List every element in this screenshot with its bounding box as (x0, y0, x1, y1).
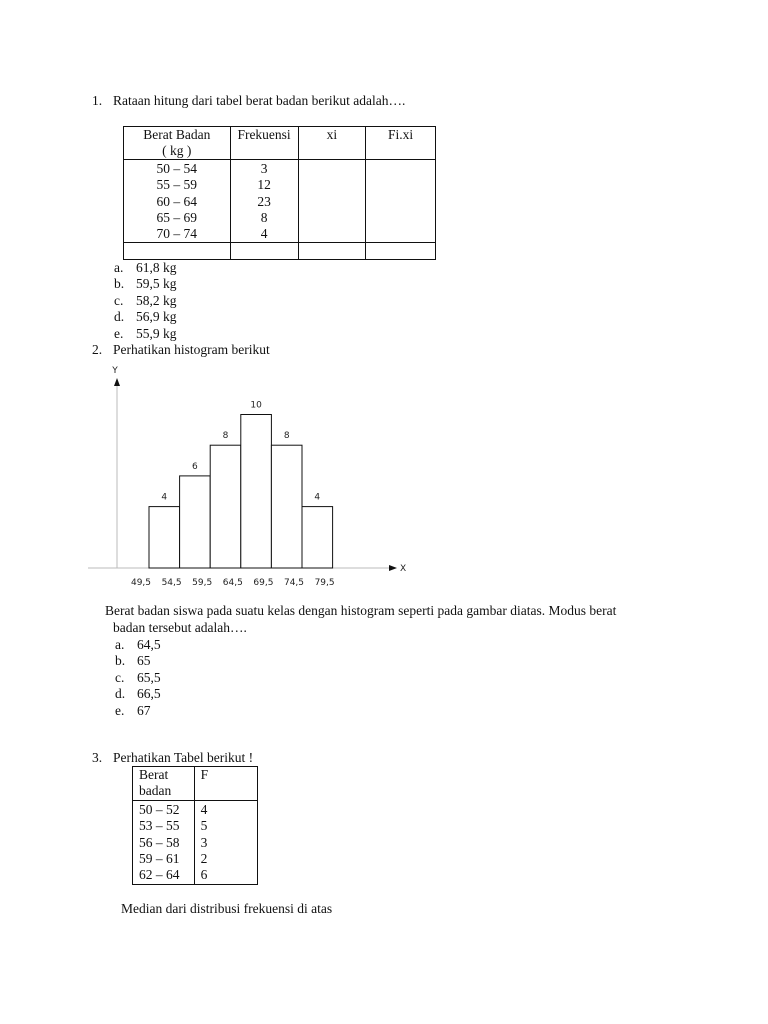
x-axis-label: X (400, 564, 407, 574)
header-weight-line2: badan (139, 783, 172, 799)
header-xi: xi (298, 127, 366, 160)
range-cell: 50 – 54 (156, 161, 198, 176)
option-c[interactable]: c. 65,5 (115, 669, 161, 685)
range-cell: 59 – 61 (139, 851, 180, 867)
header-frequency: Frekuensi (230, 127, 298, 160)
bar-value-label: 4 (161, 492, 168, 503)
bar-value-label: 10 (250, 400, 262, 411)
question-2-text: Perhatikan histogram berikut (113, 342, 270, 357)
question-3-number: 3. (92, 750, 103, 765)
bar-value-label: 8 (283, 431, 290, 442)
histogram-x-ticks (131, 578, 335, 588)
header-weight-line1: Berat Badan (143, 127, 211, 142)
question-2-number: 2. (92, 342, 103, 357)
y-axis-label: Y (112, 366, 118, 376)
option-b[interactable]: b. 65 (115, 653, 151, 669)
question-3-text: Perhatikan Tabel berikut ! (113, 750, 254, 765)
x-tick-label: 49,5 (130, 578, 152, 588)
histogram-bar (180, 476, 211, 568)
question-1-number: 1. (92, 93, 103, 108)
frequency-cell: 2 (200, 851, 208, 867)
option-c[interactable]: c. 58,2 kg (114, 292, 177, 308)
frequency-cell: 3 (260, 161, 268, 176)
y-axis-arrow-icon (114, 378, 120, 386)
histogram-bars (149, 415, 333, 569)
header-weight-line1: Berat (139, 767, 169, 782)
option-d[interactable]: d. 56,9 kg (114, 309, 177, 325)
frequency-cell: 3 (200, 834, 208, 850)
range-column (133, 800, 195, 884)
histogram-bar (149, 507, 180, 568)
header-f: F (194, 767, 257, 801)
frequency-cell: 8 (260, 209, 268, 225)
frequency-cell: 5 (200, 818, 208, 834)
frequency-cell: 4 (200, 801, 208, 817)
header-weight-line2: ( kg ) (162, 143, 192, 158)
histogram-bar (210, 445, 241, 568)
x-tick-label: 79,5 (314, 578, 335, 588)
x-tick-label: 74,5 (283, 578, 305, 588)
range-cell: 56 – 58 (139, 834, 180, 850)
bar-value-label: 6 (192, 461, 198, 472)
question-2-body-line1: Berat badan siswa pada suatu kelas dengan histogram seperti pada gambar diatas. Modus berat (105, 603, 617, 618)
range-cell: 60 – 64 (156, 193, 198, 209)
frequency-cell: 12 (257, 177, 271, 193)
bar-value-label: 8 (222, 431, 229, 442)
histogram-bar (241, 415, 272, 569)
range-cell: 70 – 74 (156, 226, 198, 242)
x-tick-label: 69,5 (253, 578, 274, 588)
range-cell: 50 – 52 (139, 801, 180, 817)
x-tick-label: 54,5 (161, 578, 182, 588)
x-tick-label: 64,5 (222, 578, 243, 588)
histogram-bar (271, 445, 302, 568)
question-3-footer: Median dari distribusi frekuensi di atas (121, 901, 333, 916)
option-d[interactable]: d. 66,5 (115, 686, 161, 702)
option-b[interactable]: b. 59,5 kg (114, 276, 177, 292)
histogram-bar (302, 507, 333, 568)
range-cell: 55 – 59 (156, 177, 198, 193)
header-weight (133, 767, 195, 801)
question-1-text: Rataan hitung dari tabel berat badan berikut adalah…. (113, 93, 406, 108)
frequency-cell: 6 (200, 867, 208, 883)
option-e[interactable]: e. 67 (115, 702, 151, 718)
range-cell: 62 – 64 (139, 867, 180, 883)
x-axis-arrow-icon (389, 565, 397, 571)
range-cell: 65 – 69 (156, 209, 198, 225)
frequency-cell: 23 (257, 193, 271, 209)
frequency-column (194, 800, 257, 884)
median-frequency-table (132, 766, 258, 885)
frequency-cell: 4 (260, 226, 268, 242)
x-tick-label: 59,5 (192, 578, 213, 588)
range-cell: 53 – 55 (139, 818, 180, 834)
bar-value-label: 4 (314, 492, 321, 503)
option-e[interactable]: e. 55,9 kg (114, 325, 177, 341)
option-a[interactable]: a. 64,5 (115, 637, 161, 652)
question-2-body-line2: badan tersebut adalah…. (113, 620, 247, 635)
header-fixi: Fi.xi (366, 127, 436, 160)
option-a[interactable]: a. 61,8 kg (114, 260, 177, 275)
